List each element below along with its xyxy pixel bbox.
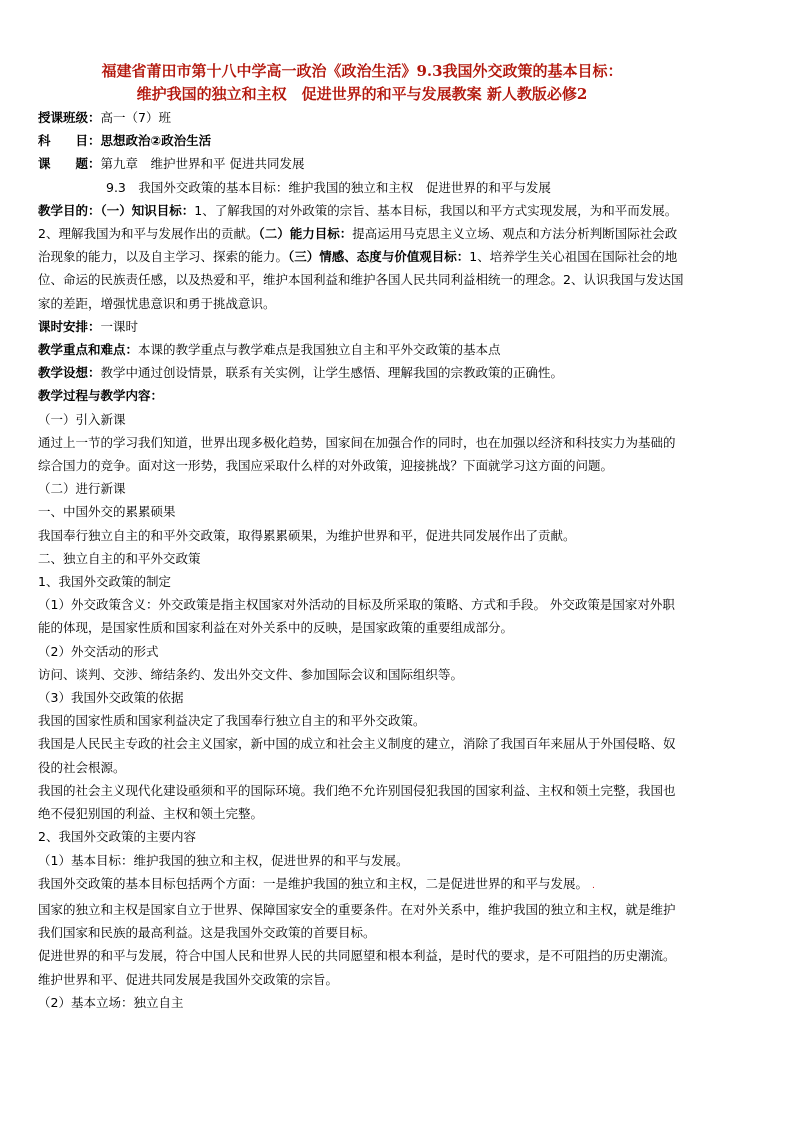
knowledge-goal-label: （一）知识目标： [100, 202, 195, 218]
topic-subtitle: 9.3 我国外交政策的基本目标：维护我国的独立和主权 促进世界的和平与发展 [106, 179, 551, 195]
emotion-goal-label: （三）情感、态度与价值观目标： [288, 249, 470, 265]
ability-goal-label: （二）能力目标： [258, 226, 353, 242]
idea-value: 教学中通过创设情景，联系有关实例，让学生感悟、理解我国的宗教政策的正确性。 [100, 365, 564, 381]
section-heading: 2、我国外交政策的主要内容 [38, 829, 196, 845]
section-heading: 二、独立自主的和平外交政策 [38, 550, 201, 566]
body-paragraph: 我国的社会主义现代化建设亟须和平的国际环境。我们绝不允许别国侵犯我国的国家利益、主权和领土完整，我国也绝不侵犯别国的利益、主权和领土完整。 [38, 782, 676, 822]
topic-row [38, 152, 686, 175]
goals-paragraph [38, 199, 686, 315]
class-label: 授课班级： [38, 110, 101, 125]
section-heading: （3）我国外交政策的依据 [38, 690, 184, 706]
body-paragraph: 国家的独立和主权是国家自立于世界、保障国家安全的重要条件。在对外关系中，维护我国的独立和主权，就是维护我们国家和民族的最高利益。这是我国外交政策的首要目标。 [38, 901, 676, 941]
keypoints-label: 教学重点和难点： [38, 342, 139, 358]
section-heading: （一）引入新课 [38, 411, 126, 427]
process-label: 教学过程与教学内容： [38, 388, 164, 404]
body-paragraph: （1）外交政策含义：外交政策是指主权国家对外活动的目标及所采取的策略、方式和手段。 外交政策是国家对外职能的体现，是国家性质和国家利益在对外关系中的反映，是国家政策的重要组成部分。 [38, 597, 675, 636]
section-heading: （2）基本立场：独立自主 [38, 994, 184, 1010]
keypoints-value: 本课的教学重点与教学难点是我国独立自主和平外交政策的基本点 [138, 342, 501, 358]
topic-value: 第九章 维护世界和平 促进共同发展 [100, 156, 305, 172]
class-row [38, 106, 686, 129]
section-heading: （2）外交活动的形式 [38, 643, 159, 659]
subject-label: 科 目： [38, 133, 101, 149]
schedule-value: 一课时 [100, 318, 139, 334]
body-paragraph: 通过上一节的学习我们知道，世界出现多极化趋势，国家间在加强合作的同时，也在加强以经济和科技实力为基础的综合国力的竞争。面对这一形势，我国应采取什么样的对外政策，迎接挑战？下面就学习这方面的问题。 [38, 434, 676, 474]
body-paragraph-text: 我国外交政策的基本目标包括两个方面：一是维护我国的独立和主权，二是促进世界的和平与发展。 [38, 875, 589, 891]
paragraph-mark: . [592, 880, 595, 891]
body-paragraph: 我国奉行独立自主的和平外交政策，取得累累硕果，为维护世界和平，促进共同发展作出了贡献。 [38, 527, 576, 543]
schedule-row [38, 315, 686, 338]
ability-goal-text: 提高运用马克思主义立场、观点和方法分析判断国际社会政治现象的能力，以及自主学习、探索的能力。 [38, 226, 678, 265]
section-heading: （二）进行新课 [38, 481, 126, 497]
topic-label: 课 题： [38, 156, 101, 172]
schedule-label: 课时安排： [38, 318, 101, 334]
goals-label: 教学目的： [38, 202, 101, 218]
knowledge-goal-text: 1、了解我国的对外政策的宗旨、基本目标，我国以和平方式实现发展，为和平而发展。2、理解我国为和平与发展作出的贡献。 [38, 202, 678, 242]
document-title-line2: 维护我国的独立和主权 促进世界的和平与发展教案 新人教版必修2 [136, 85, 588, 103]
section-heading: 1、我国外交政策的制定 [38, 574, 171, 590]
document-title-line1: 福建省莆田市第十八中学高一政治《政治生活》9.3我国外交政策的基本目标： [101, 62, 623, 80]
body-paragraph [38, 872, 686, 898]
body-paragraph: 访问、谈判、交涉、缔结条约、发出外交文件、参加国际会议和国际组织等。 [38, 666, 464, 682]
body-paragraph: 我国是人民民主专政的社会主义国家，新中国的成立和社会主义制度的建立，消除了我国百年来屈从于外国侵略、奴役的社会根源。 [38, 736, 676, 775]
section-heading: 一、中国外交的累累硕果 [38, 504, 176, 520]
class-value: 高一（7）班 [100, 110, 171, 125]
body-paragraph: 我国的国家性质和国家利益决定了我国奉行独立自主的和平外交政策。 [38, 713, 426, 729]
emotion-goal-text: 1、培养学生关心祖国在国际社会的地位、命运的民族责任感，以及热爱和平，维护本国利益和维护各国人民共同利益相统一的理念。2、认识我国与发达国家的差距，增强忧患意识和勇于挑战意识。 [38, 249, 684, 311]
document-page [38, 60, 686, 1014]
subject-value: 思想政治②政治生活 [100, 133, 212, 149]
body-paragraph: （1）基本目标：维护我国的独立和主权，促进世界的和平与发展。 [38, 852, 409, 868]
subject-row [38, 129, 686, 152]
keypoints-row [38, 338, 686, 361]
idea-label: 教学设想： [38, 365, 101, 381]
idea-row [38, 361, 686, 384]
body-paragraph: 促进世界的和平与发展，符合中国人民和世界人民的共同愿望和根本利益，是时代的要求，是不可阻挡的历史潮流。维护世界和平、促进共同发展是我国外交政策的宗旨。 [38, 948, 676, 987]
